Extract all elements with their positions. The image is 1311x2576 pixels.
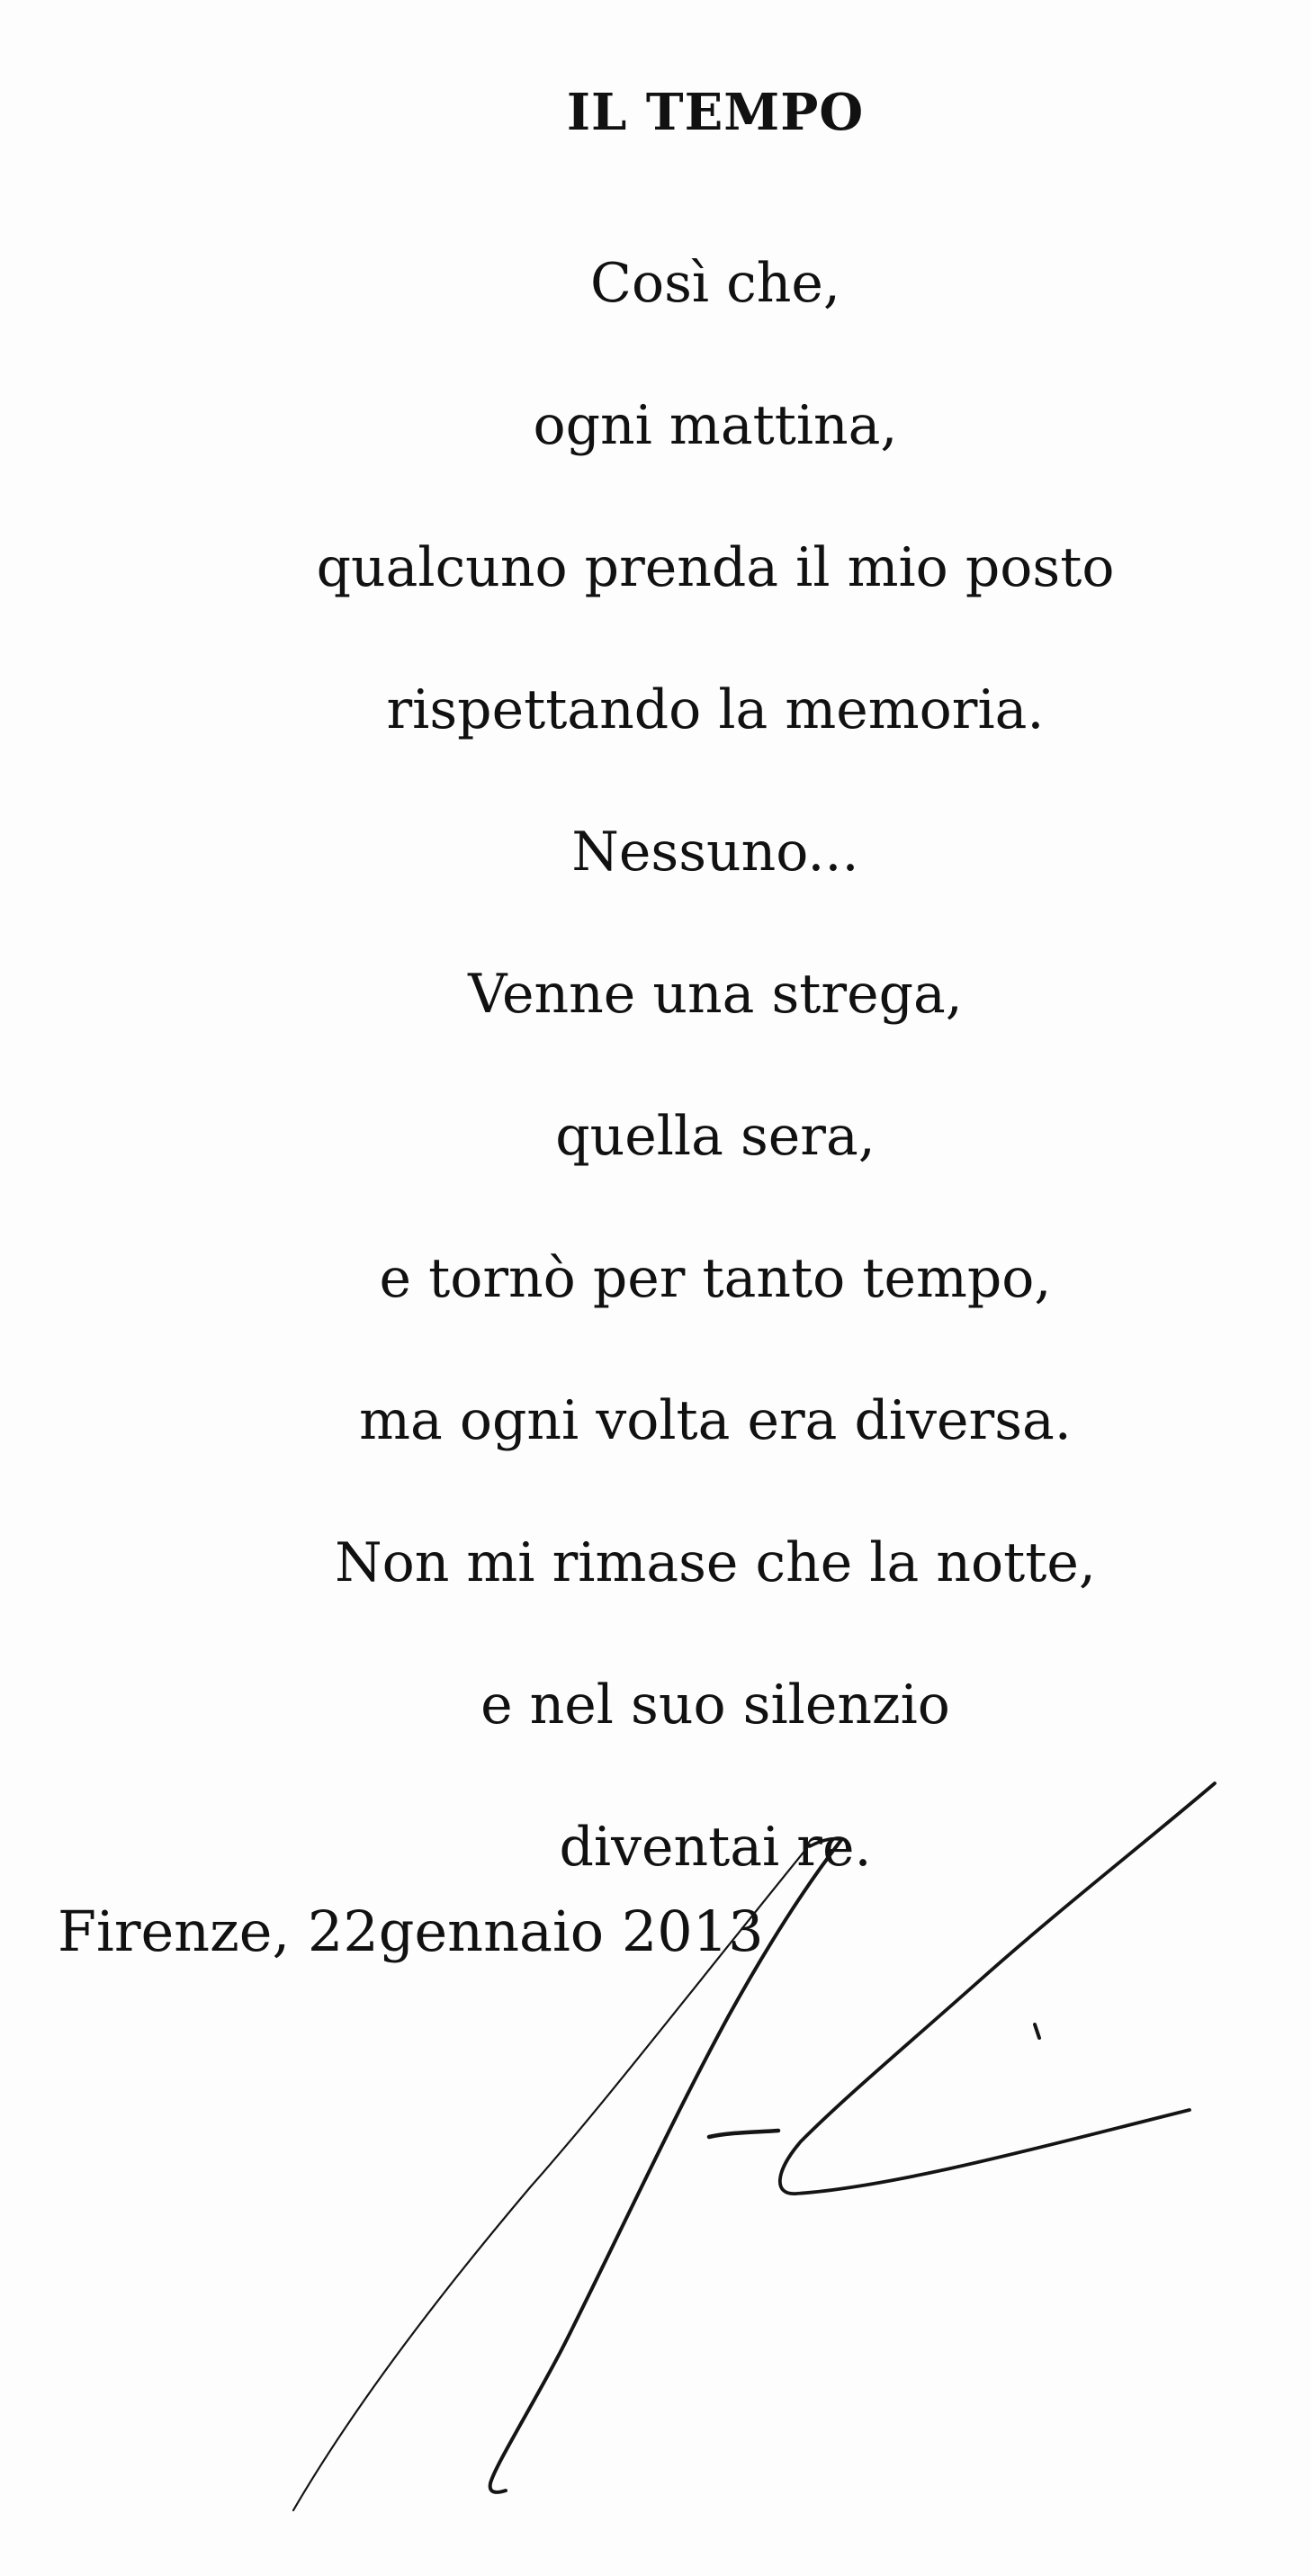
place-date: Firenze, 22gennaio 2013	[58, 1898, 764, 1964]
poem-line: Non mi rimase che la notte,	[335, 1531, 1096, 1594]
handwritten-signature-icon	[270, 1764, 1260, 2537]
poem-line: ma ogni volta era diversa.	[359, 1389, 1072, 1452]
poem-line: diventai re.	[559, 1816, 872, 1879]
poem-title: IL TEMPO	[566, 83, 865, 142]
poem-body	[0, 212, 1311, 1918]
poem-line: quella sera,	[555, 1105, 875, 1168]
poem-line: Nessuno...	[571, 821, 859, 884]
poem-line: ogni mattina,	[533, 394, 898, 457]
poem-line: e nel suo silenzio	[480, 1674, 950, 1737]
poem-line: Così che,	[590, 252, 840, 315]
poem-line: e tornò per tanto tempo,	[379, 1247, 1052, 1310]
poem-line: rispettando la memoria.	[386, 678, 1045, 741]
poem-line: Venne una strega,	[468, 963, 963, 1026]
poem-line: qualcuno prenda il mio posto	[316, 536, 1115, 599]
